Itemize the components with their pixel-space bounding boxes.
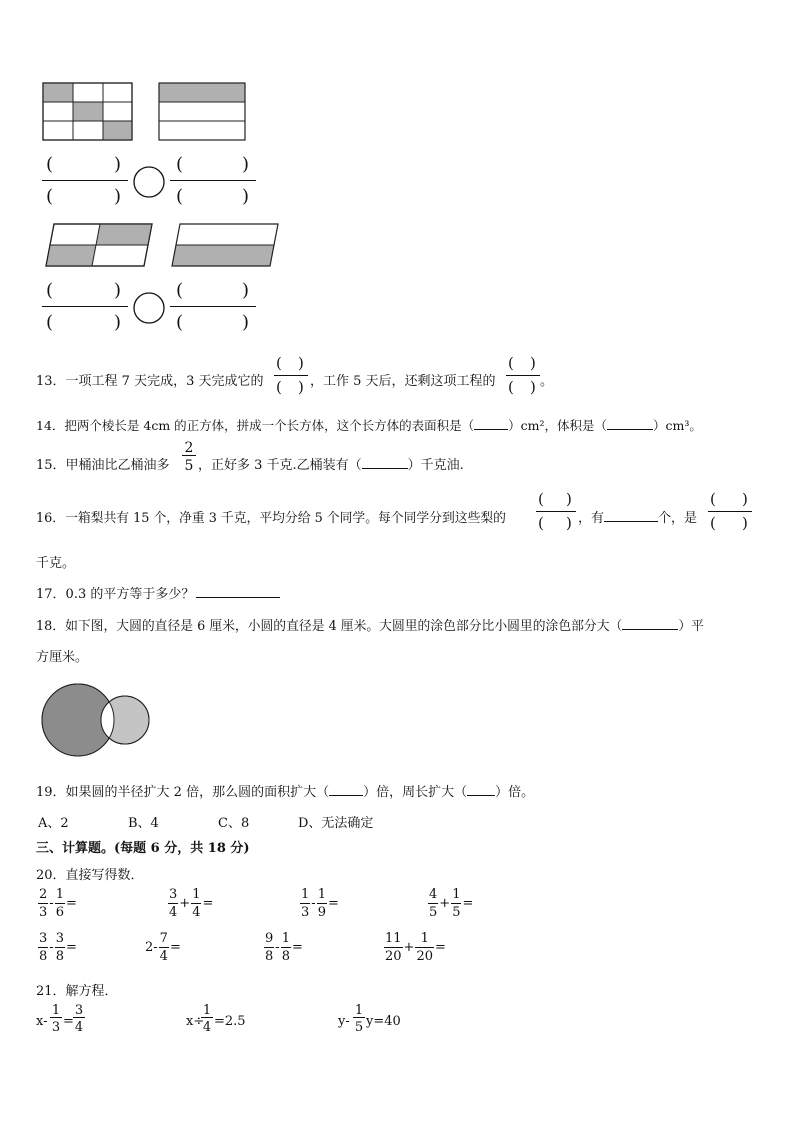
compare-circle[interactable]: [132, 291, 166, 325]
blank-line[interactable]: [607, 429, 653, 430]
q13-blank-fraction-2[interactable]: ( ) ( ): [506, 354, 540, 398]
bar-figure: [158, 82, 248, 142]
blank-line[interactable]: [474, 429, 508, 430]
fraction: $\frac{1}{4}$: [202, 1003, 212, 1035]
question-20-title: 20．直接写得数．: [36, 868, 144, 883]
fraction: $\frac{1}{5}$: [452, 887, 461, 920]
question-16-cont: ，有 个，是: [578, 511, 698, 526]
question-16-end: 千克。: [36, 556, 76, 571]
blank-line[interactable]: [622, 629, 678, 630]
question-15: 15．甲桶油比乙桶油多: [36, 458, 170, 473]
blank-line[interactable]: [467, 795, 495, 796]
question-18-line2: 方厘米。: [36, 650, 89, 665]
question-16: 16．一箱梨共有 15 个，净重 3 千克，平均分给 5 个同学。每个同学分到这些梨的: [36, 511, 506, 526]
question-18: 18．如下图，大圆的直径是 6 厘米，小圆的直径是 4 厘米。大圆里的涂色部分比小圆里的涂色部分大（ ）平: [36, 619, 704, 634]
option-a[interactable]: A、2: [38, 816, 69, 831]
expression-8: 11 20 + $\frac{1}{20}$ =: [385, 931, 446, 964]
equals-sign: =: [63, 1014, 74, 1029]
parallelogram-figure-left: [44, 222, 156, 268]
fraction: 11 20: [385, 931, 402, 964]
question-13: 13．一项工程 7 天完成，3 天完成它的: [36, 374, 264, 389]
equation-3-tail: y=40: [366, 1014, 401, 1029]
fraction: $\frac{1}{8}$: [281, 931, 290, 964]
q15-fraction: $\frac{2}{5}$: [182, 441, 196, 473]
compare-row-1: [42, 150, 262, 220]
compare-circle[interactable]: [132, 165, 166, 199]
question-15-cont: ，正好多 3 千克.乙桶装有（ ）千克油.: [198, 458, 464, 473]
question-21-title: 21．解方程．: [36, 984, 118, 999]
answer-line[interactable]: [196, 597, 280, 598]
answer-fraction-right: ( ) ( ): [170, 276, 258, 338]
fraction: 2 3: [39, 887, 48, 920]
q16-blank-fraction-1[interactable]: ( ) ( ): [536, 490, 576, 534]
question-17: 17．0.3 的平方等于多少？: [36, 583, 280, 602]
fraction: $\frac{7}{4}$: [159, 931, 168, 964]
answer-fraction-right: ( ) ( ): [170, 150, 258, 212]
q13-blank-fraction-1[interactable]: ( ) ( ): [274, 354, 308, 398]
option-c[interactable]: C、8: [218, 816, 250, 831]
fraction: $\frac{1}{5}$: [354, 1003, 364, 1035]
fraction: 4 5: [429, 887, 438, 920]
expression-6: 2- $\frac{7}{4}$ =: [145, 931, 181, 964]
compare-row-2: [42, 276, 262, 346]
fraction: $\frac{1}{3}$: [51, 1003, 61, 1035]
fraction: 3 8: [39, 931, 48, 964]
fraction: $\frac{1}{4}$: [192, 887, 201, 920]
equation-3: y-: [338, 1014, 350, 1029]
answer-fraction-left: ( ) ( ): [42, 276, 130, 338]
expression-5: 3 8 - $\frac{3}{8}$ =: [39, 931, 77, 964]
fraction: 1 3: [301, 887, 310, 920]
question-13-end: 。: [540, 374, 554, 389]
parallelogram-figure-right: [170, 222, 280, 268]
expression-7: 9 8 - $\frac{1}{8}$ =: [265, 931, 303, 964]
expression-2: 3 4 + $\frac{1}{4}$ =: [169, 887, 214, 920]
fraction: $\frac{3}{8}$: [55, 931, 64, 964]
blank-line[interactable]: [362, 468, 408, 469]
expression-4: 4 5 + $\frac{1}{5}$ =: [429, 887, 474, 920]
answer-fraction-left: ( ) ( ): [42, 150, 130, 212]
equation-2: x÷: [186, 1014, 205, 1029]
blank-line[interactable]: [329, 795, 363, 796]
fraction: $\frac{1}{20}$: [416, 931, 433, 964]
equation-1: x-: [36, 1014, 48, 1029]
q16-blank-fraction-2[interactable]: ( ) ( ): [708, 490, 752, 534]
question-13-cont: ，工作 5 天后，还剩这项工程的: [310, 374, 496, 389]
fraction: 9 8: [265, 931, 274, 964]
option-b[interactable]: B、4: [128, 816, 159, 831]
question-19: 19．如果圆的半径扩大 2 倍，那么圆的面积扩大（ ）倍，周长扩大（ ）倍。: [36, 785, 535, 800]
fraction: $\frac{3}{4}$: [74, 1003, 84, 1035]
blank-line[interactable]: [604, 521, 658, 522]
fraction: 3 4: [169, 887, 178, 920]
question-14: 14．把两个棱长是 4cm 的正方体，拼成一个长方体，这个长方体的表面积是（ ）cm²，体积是（ ）cm³。: [36, 418, 702, 433]
fraction: $\frac{1}{6}$: [55, 887, 64, 920]
overlapping-circles-figure: [40, 680, 155, 760]
section-heading: 三、计算题。(每题 6 分，共 18 分): [36, 841, 250, 856]
grid-figure: [42, 82, 134, 142]
expression-3: 1 3 - $\frac{1}{9}$ =: [301, 887, 339, 920]
fraction: $\frac{1}{9}$: [317, 887, 326, 920]
expression-1: 2 3 - $\frac{1}{6}$ =: [39, 887, 77, 920]
equation-2-tail: =2.5: [214, 1014, 246, 1029]
option-d[interactable]: D、无法确定: [298, 816, 374, 831]
